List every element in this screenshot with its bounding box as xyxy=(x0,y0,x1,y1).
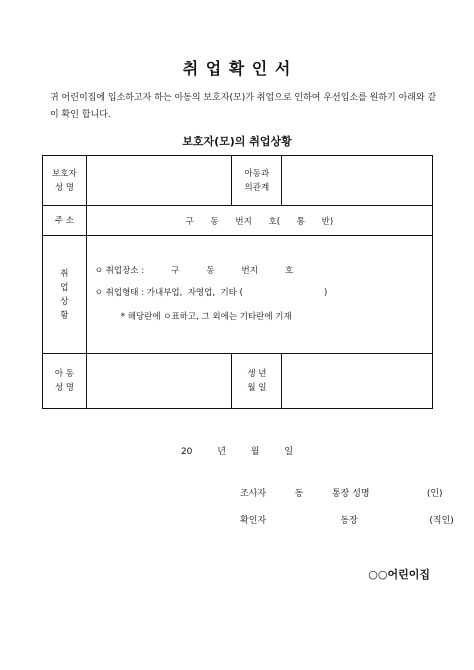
guardian-name-label-line2: 성 명 xyxy=(54,182,74,193)
birth-label-cell xyxy=(232,354,282,409)
relation-field[interactable] xyxy=(282,156,433,206)
birth-date-field[interactable] xyxy=(282,354,433,409)
section-title: 보호자(모)의 취업상황 xyxy=(182,135,292,148)
guardian-name-label-cell xyxy=(43,156,87,206)
employment-label-char4: 황 xyxy=(60,310,69,321)
address-row xyxy=(43,206,433,236)
confirmer-signature-line: 확인자 동장 (직인) xyxy=(240,516,454,526)
address-label: 주 소 xyxy=(43,206,87,236)
date-line: 20 년 월 일 xyxy=(180,447,294,457)
employment-label-char1: 취 xyxy=(60,268,69,279)
employment-label-char2: 업 xyxy=(60,282,69,293)
address-field[interactable]: 구 동 번지 호( 통 반) xyxy=(86,206,432,236)
guardian-name-field[interactable] xyxy=(86,156,232,206)
organization-name: ○○어린이집 xyxy=(368,568,430,581)
workplace-line: ㅇ 취업장소 : 구 동 번지 호 xyxy=(94,265,294,276)
guardian-row xyxy=(43,156,433,206)
guardian-name-label-line1: 보호자 xyxy=(52,168,77,179)
employment-note: * 해당란에 ㅇ표하고, 그 외에는 기타란에 기재 xyxy=(120,311,292,322)
child-name-label-cell xyxy=(43,354,87,409)
child-row xyxy=(43,354,433,409)
relation-label-cell xyxy=(232,156,282,206)
document-title: 취 업 확 인 서 xyxy=(182,59,292,78)
employment-form-table xyxy=(42,155,433,409)
relation-label-line2: 의관계 xyxy=(244,182,270,193)
child-name-field[interactable] xyxy=(86,354,232,409)
child-name-label-line1: 아 동 xyxy=(54,369,74,379)
employment-row xyxy=(43,236,433,354)
employment-type-line: ㅇ 취업형태 : 가내부업, 자영업, 기타 ( ) xyxy=(94,287,328,298)
birth-label-line2: 월 일 xyxy=(247,383,267,393)
child-name-label-line2: 성 명 xyxy=(54,383,74,393)
employment-details-cell[interactable] xyxy=(86,236,432,354)
investigator-signature-line: 조사자 동 통장 성명 (인) xyxy=(240,489,443,499)
intro-text: 귀 어린이집에 입소하고자 하는 아동의 보호자(모)가 취업으로 인하여 우선입소를 원하기 아래와 같이 확인 합니다. xyxy=(50,93,437,120)
birth-label-line1: 생 년 xyxy=(247,369,267,379)
employment-label-cell xyxy=(43,236,87,354)
employment-label-char3: 상 xyxy=(60,296,69,307)
relation-label-line1: 아동과 xyxy=(244,168,270,179)
